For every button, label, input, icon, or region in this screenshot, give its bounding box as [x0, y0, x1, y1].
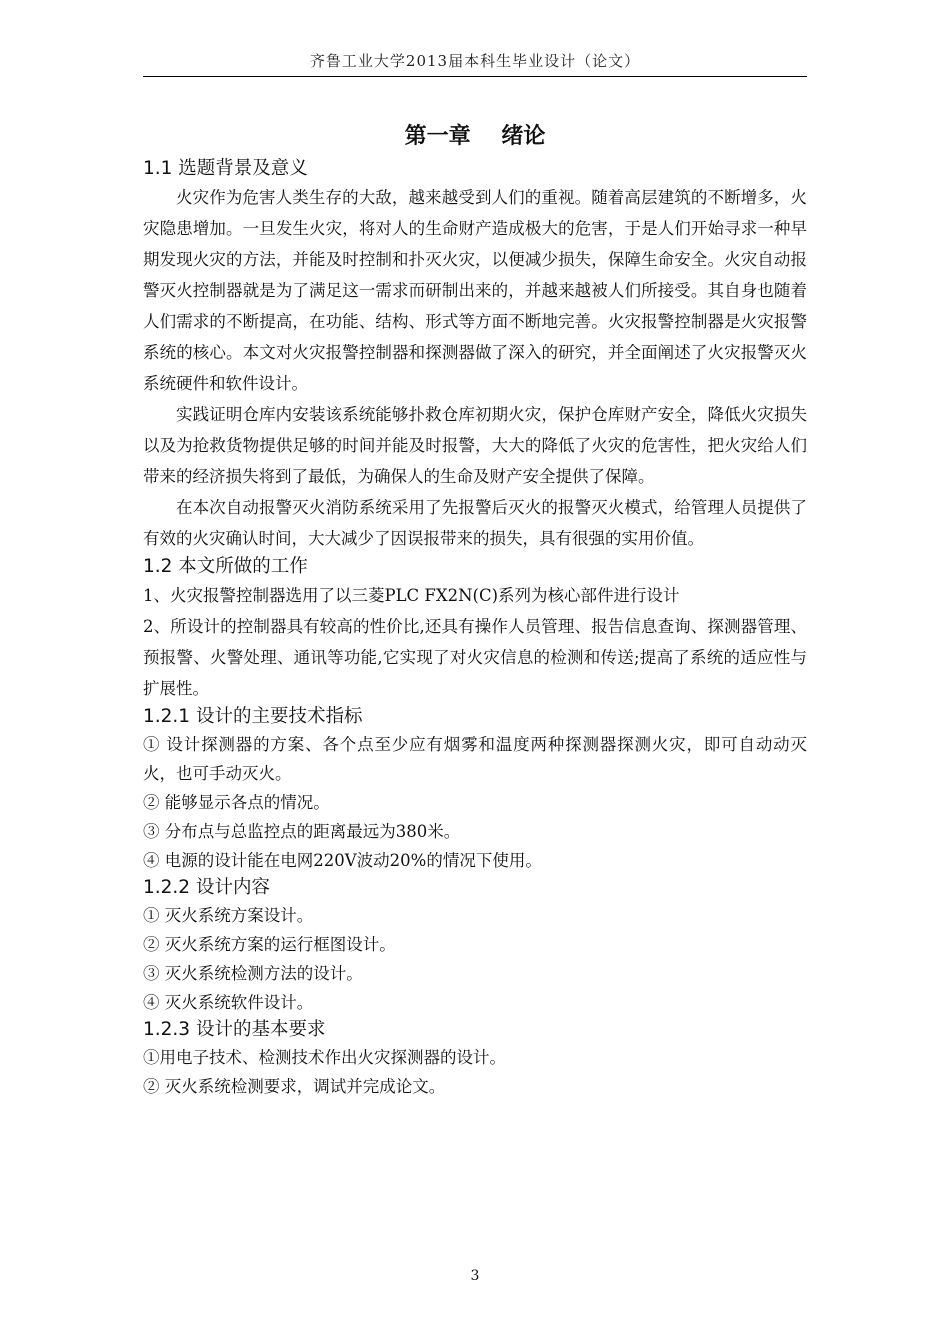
- list-item: ② 能够显示各点的情况。: [143, 793, 330, 812]
- indicator-list: [143, 730, 807, 875]
- page-content: [143, 118, 807, 1101]
- paragraph: 实践证明仓库内安装该系统能够扑救仓库初期火灾，保护仓库财产安全，降低火灾损失以及为抢救货物提供足够的时间并能及时报警，大大的降低了火灾的危害性，把火灾给人们带来的经济损失将到了最低，为确保人的生命及财产安全提供了保障。: [143, 405, 807, 486]
- chapter-title: [143, 118, 807, 156]
- page-number: 3: [470, 1268, 480, 1284]
- section-heading-1-2-3: 1.2.3 设计的基本要求: [143, 1019, 326, 1040]
- list-item: ③ 分布点与总监控点的距离最远为380米。: [143, 822, 461, 841]
- section-heading-1-2-2: 1.2.2 设计内容: [143, 877, 270, 898]
- list-item: ④ 电源的设计能在电网220V波动20%的情况下使用。: [143, 851, 542, 870]
- list-item: ①用电子技术、检测技术作出火灾探测器的设计。: [143, 1048, 506, 1067]
- list-item: ① 灭火系统方案设计。: [143, 906, 314, 925]
- list-item: ④ 灭火系统软件设计。: [143, 993, 314, 1012]
- paragraph: 在本次自动报警灭火消防系统采用了先报警后灭火的报警灭火模式，给管理人员提供了有效的火灾确认时间，大大减少了因误报带来的损失，具有很强的实用价值。: [143, 498, 807, 548]
- paragraph: 火灾作为危害人类生存的大敌，越来越受到人们的重视。随着高层建筑的不断增多，火灾隐患增加。一旦发生火灾，将对人的生命财产造成极大的危害，于是人们开始寻求一种早期发现火灾的方法，并能及时控制和扑灭火灾，以便减少损失，保障生命安全。火灾自动报警灭火控制器就是为了满足这一需求而研制出来的，并越来越被人们所接受。其自身也随着人们需求的不断提高，在功能、结构、形式等方面不断地完善。火灾报警控制器是火灾报警系统的核心。本文对火灾报警控制器和探测器做了深入的研究，并全面阐述了火灾报警灭火系统硬件和软件设计。: [143, 188, 807, 393]
- list-item: 2、所设计的控制器具有较高的性价比,还具有操作人员管理、报告信息查询、探测器管理、预报警、火警处理、通讯等功能,它实现了对火灾信息的检测和传送;提高了系统的适应性与扩展性。: [143, 617, 807, 698]
- requirements-list: [143, 1043, 807, 1101]
- content-list: [143, 901, 807, 1017]
- chapter-number: 第一章: [404, 124, 471, 149]
- list-item: ③ 灭火系统检测方法的设计。: [143, 964, 363, 983]
- list-item: ② 灭火系统方案的运行框图设计。: [143, 935, 396, 954]
- list-item: ② 灭火系统检测要求，调试并完成论文。: [143, 1077, 446, 1096]
- section-heading-1-2: 1.2 本文所做的工作: [143, 556, 308, 577]
- section-heading-1-1: 1.1 选题背景及意义: [143, 158, 308, 179]
- page-header: 齐鲁工业大学2013届本科生毕业设计（论文）: [309, 52, 641, 70]
- list-item: 1、火灾报警控制器选用了以三菱PLC FX2N(C)系列为核心部件进行设计: [143, 586, 680, 605]
- list-item: ① 设计探测器的方案、各个点至少应有烟雾和温度两种探测器探测火灾，即可自动动灭火，也可手动灭火。: [143, 735, 807, 783]
- header-rule: [143, 76, 807, 77]
- section-heading-1-2-1: 1.2.1 设计的主要技术指标: [143, 706, 363, 727]
- chapter-name: 绪论: [501, 124, 546, 149]
